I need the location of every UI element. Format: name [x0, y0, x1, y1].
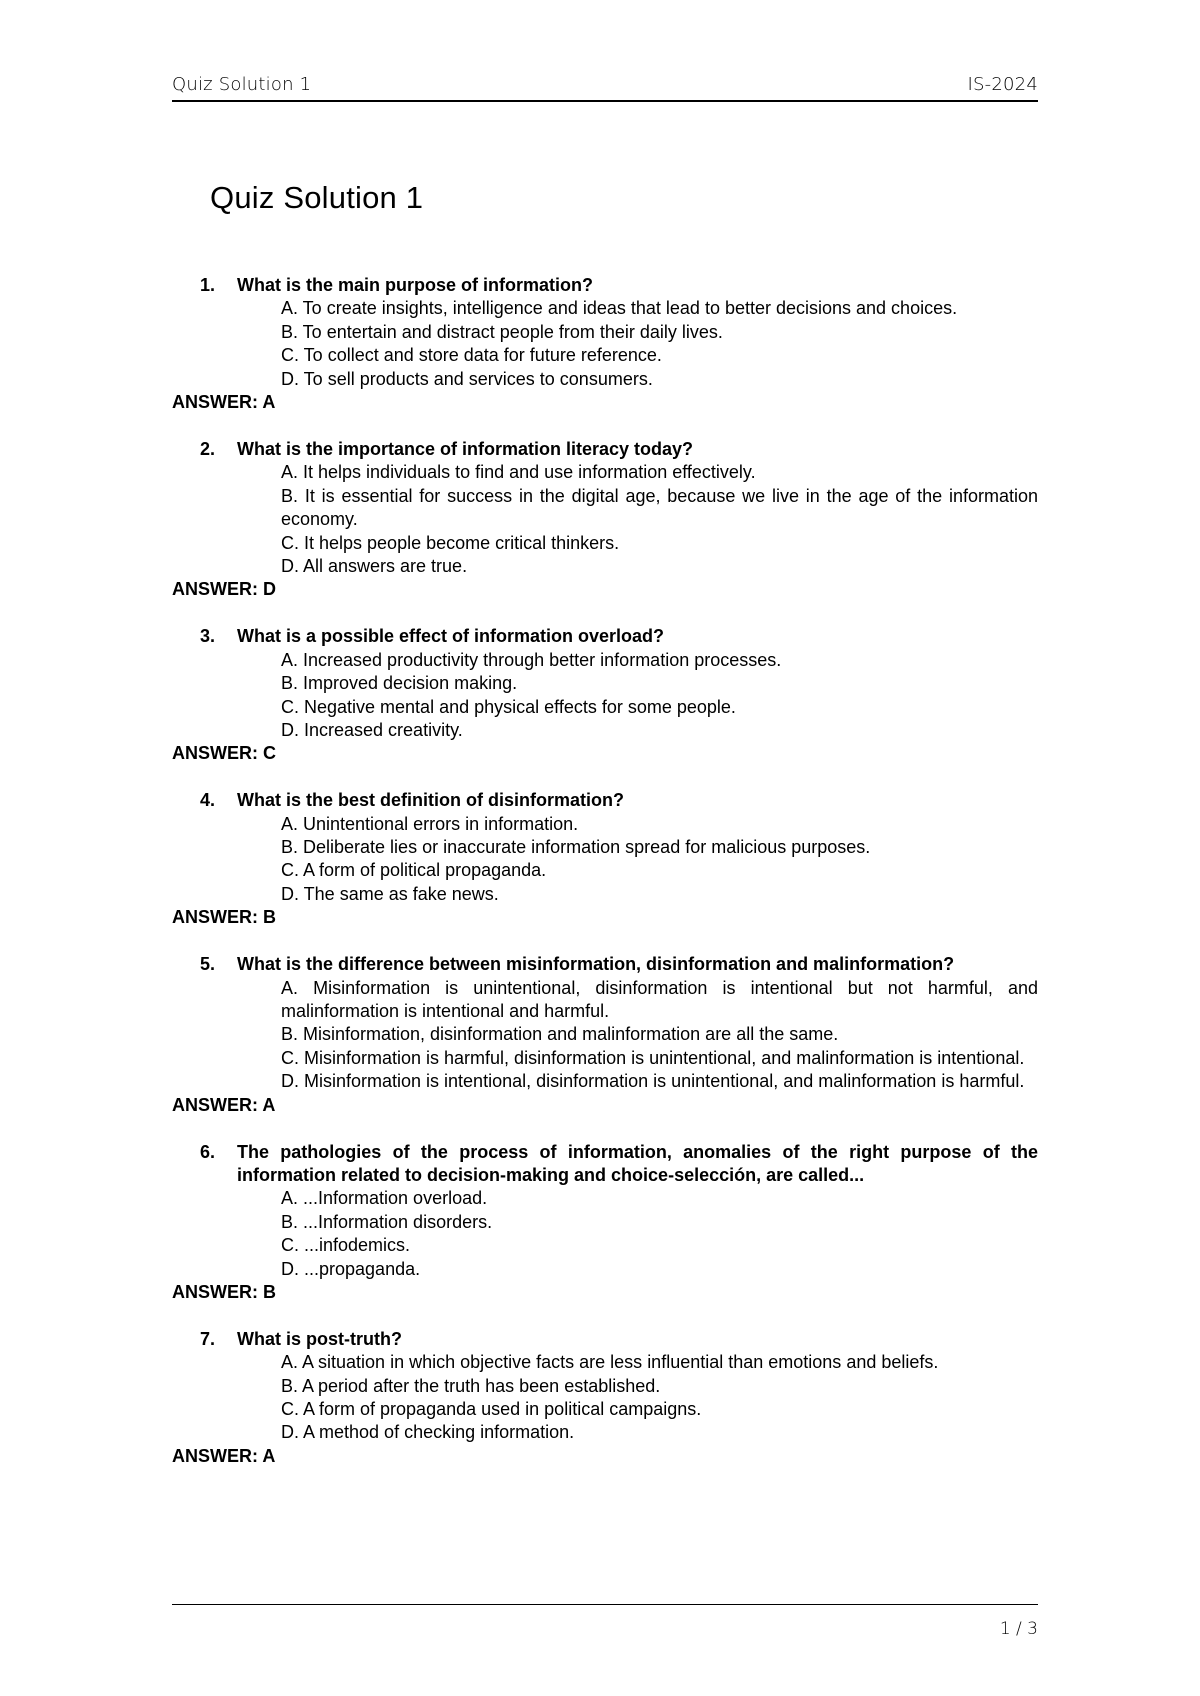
- answer-key: ANSWER: A: [172, 1445, 276, 1466]
- answer-option: B. It is essential for success in the digital age, because we live in the age of the information economy.: [281, 485, 1038, 530]
- answer-option: B. To entertain and distract people from their daily lives.: [281, 321, 723, 342]
- header-course-code: IS-2024: [967, 74, 1038, 95]
- answer-option: A. ...Information overload.: [281, 1188, 488, 1209]
- question-row: [172, 274, 1038, 297]
- answer-option: A. Misinformation is unintentional, disinformation is intentional but not harmful, and malinformation is intentional and harmful.: [281, 977, 1038, 1021]
- page-footer: [172, 1604, 1038, 1639]
- answer-option: B. Deliberate lies or inaccurate information spread for malicious purposes.: [281, 837, 871, 858]
- question-row: [172, 625, 1038, 648]
- answer-option: A. Increased productivity through better information processes.: [281, 649, 782, 670]
- header-document-name: Quiz Solution 1: [172, 74, 312, 95]
- question-number: 5.: [200, 954, 216, 975]
- answer-key: ANSWER: A: [172, 392, 276, 413]
- question-row: [172, 1141, 1038, 1188]
- option-list: [281, 649, 1038, 743]
- answer-option: C. ...infodemics.: [281, 1235, 411, 1256]
- answer-option: B. ...Information disorders.: [281, 1211, 493, 1232]
- question-number: 3.: [200, 626, 216, 647]
- answer-option: D. A method of checking information.: [281, 1422, 575, 1443]
- question-text: What is a possible effect of information overload?: [237, 626, 665, 647]
- question-text: What is the main purpose of information?: [237, 275, 594, 295]
- option-list: [281, 1187, 1038, 1281]
- question-block: [172, 789, 1038, 929]
- answer-option: A. Unintentional errors in information.: [281, 813, 579, 834]
- option-list: [281, 813, 1038, 907]
- answer-option: D. Increased creativity.: [281, 719, 463, 740]
- answer-option: A. It helps individuals to find and use information effectively.: [281, 462, 756, 483]
- answer-key: ANSWER: B: [172, 1281, 276, 1302]
- question-number: 1.: [200, 275, 216, 295]
- page-number: 1 / 3: [999, 1619, 1038, 1639]
- page-title: Quiz Solution 1: [210, 180, 424, 215]
- question-number: 6.: [200, 1141, 216, 1162]
- question-list: [172, 274, 1038, 1492]
- answer-option: B. Improved decision making.: [281, 673, 518, 694]
- answer-option: B. A period after the truth has been established.: [281, 1375, 661, 1396]
- answer-key: ANSWER: B: [172, 907, 276, 928]
- question-row: [172, 1328, 1038, 1351]
- answer-option: D. The same as fake news.: [281, 883, 499, 904]
- page-header: [172, 74, 1038, 102]
- option-list: [281, 977, 1038, 1094]
- question-text: What is the difference between misinformation, disinformation and malinformation?: [237, 954, 955, 975]
- answer-option: A. To create insights, intelligence and ideas that lead to better decisions and choices.: [281, 298, 958, 319]
- question-block: [172, 1328, 1038, 1468]
- question-row: [172, 953, 1038, 976]
- question-block: [172, 1141, 1038, 1305]
- answer-option: C. It helps people become critical thinkers.: [281, 532, 620, 553]
- answer-option: A. A situation in which objective facts are less influential than emotions and beliefs.: [281, 1352, 939, 1373]
- answer-key: ANSWER: D: [172, 579, 276, 600]
- question-text: The pathologies of the process of information, anomalies of the right purpose of the information related to decision-making and choice-selección, are called...: [237, 1141, 1038, 1185]
- answer-option: D. All answers are true.: [281, 555, 468, 576]
- question-number: 7.: [200, 1328, 216, 1349]
- answer-option: C. To collect and store data for future reference.: [281, 345, 662, 366]
- answer-option: C. Misinformation is harmful, disinformation is unintentional, and malinformation is intentional.: [281, 1047, 1025, 1068]
- question-row: [172, 438, 1038, 461]
- question-block: [172, 438, 1038, 602]
- answer-option: C. Negative mental and physical effects for some people.: [281, 696, 736, 717]
- question-block: [172, 625, 1038, 765]
- answer-key: ANSWER: C: [172, 743, 276, 764]
- question-row: [172, 789, 1038, 812]
- question-text: What is the best definition of disinformation?: [237, 790, 624, 811]
- answer-option: D. ...propaganda.: [281, 1258, 421, 1279]
- question-block: [172, 274, 1038, 414]
- answer-option: D. To sell products and services to consumers.: [281, 368, 653, 389]
- answer-option: C. A form of political propaganda.: [281, 860, 547, 881]
- answer-option: B. Misinformation, disinformation and malinformation are all the same.: [281, 1024, 839, 1045]
- answer-key: ANSWER: A: [172, 1094, 276, 1115]
- answer-option: D. Misinformation is intentional, disinformation is unintentional, and malinformation is harmful.: [281, 1071, 1025, 1092]
- option-list: [281, 297, 1038, 391]
- answer-option: C. A form of propaganda used in political campaigns.: [281, 1399, 702, 1420]
- question-block: [172, 953, 1038, 1117]
- question-text: What is post-truth?: [237, 1328, 402, 1349]
- question-number: 2.: [200, 438, 216, 459]
- question-text: What is the importance of information literacy today?: [237, 438, 694, 459]
- question-number: 4.: [200, 790, 216, 811]
- option-list: [281, 461, 1038, 578]
- option-list: [281, 1351, 1038, 1445]
